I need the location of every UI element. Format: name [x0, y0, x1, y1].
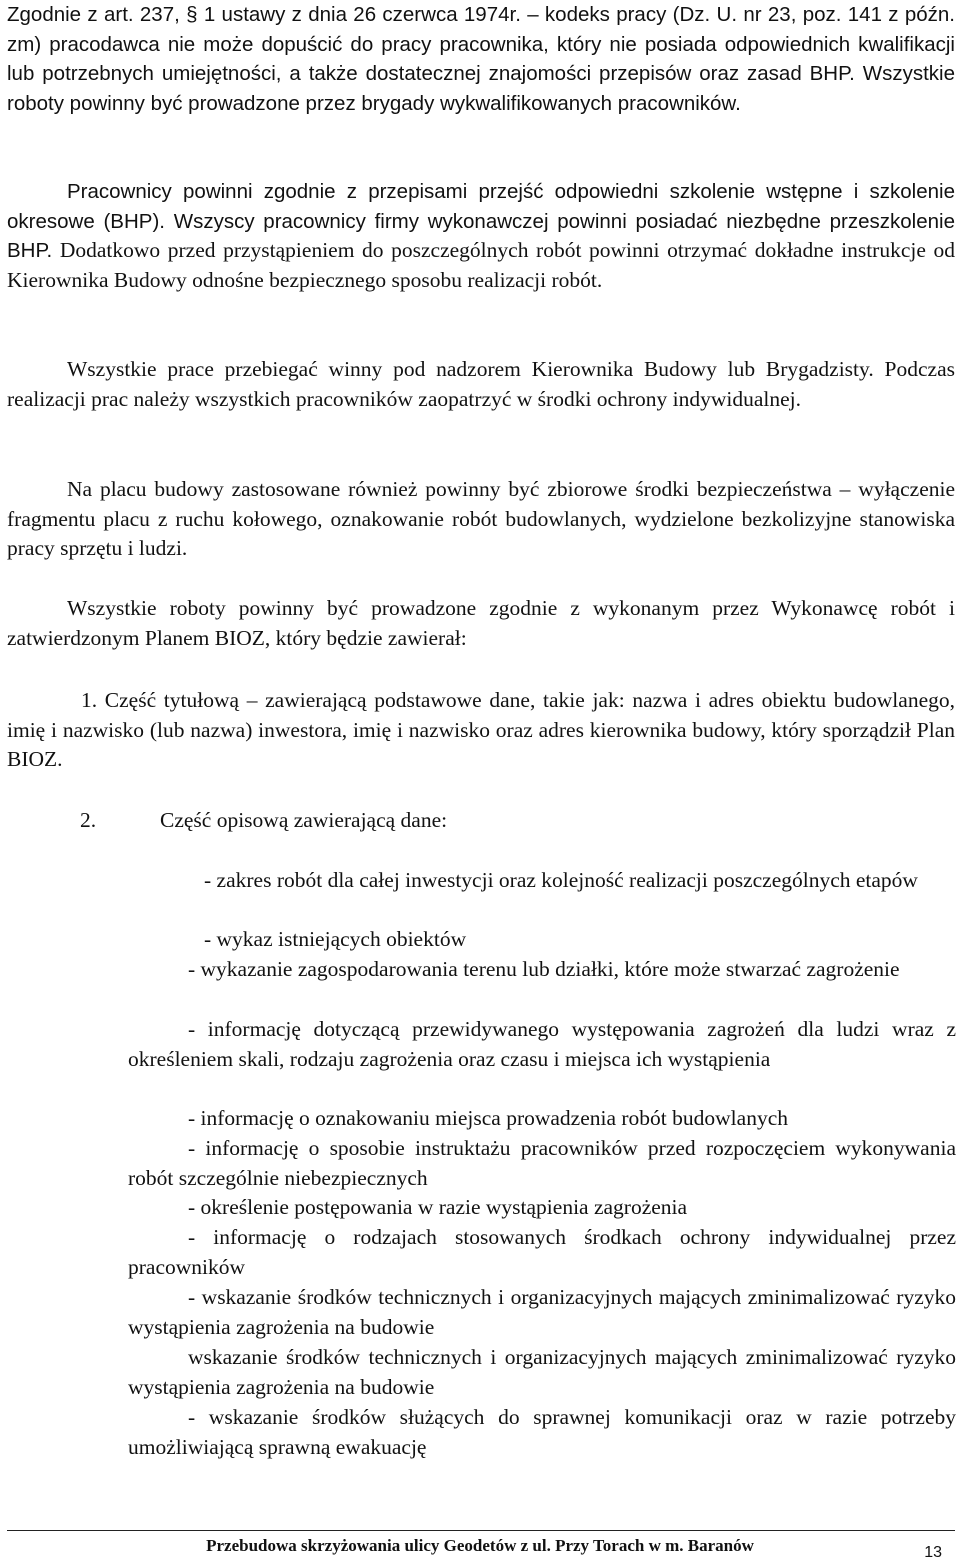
bullet-item: - zakres robót dla całej inwestycji oraz kolejność realizacji poszczególnych etapów — [204, 868, 918, 892]
paragraph-intro: Zgodnie z art. 237, § 1 ustawy z dnia 26 czerwca 1974r. – kodeks pracy (Dz. U. nr 23, poz. 141 z późn. zm) pracodawca nie może dopuścić do pracy pracownika, który nie posiada odpowiednich kwalifikacji lub potrzebnych umiejętności, a także dostatecznej znajomości przepisów oraz zasad BHP. Wszystkie roboty powinny być prowadzone przez brygady wykwalifikowanych pracowników. — [7, 3, 955, 115]
page-number: 13 — [924, 1544, 942, 1561]
list-item-1: 1. Część tytułową – zawierającą podstawowe dane, takie jak: nazwa i adres obiektu budowlanego, imię i nazwisko (lub nazwa) inwestora, imię i nazwisko oraz adres kierownika budowy, który sporządził Plan BIOZ. — [7, 688, 955, 771]
bullet-item: - wykaz istniejących obiektów — [204, 927, 467, 951]
list-item-2-number: 2. — [80, 808, 97, 832]
footer-divider — [7, 1530, 955, 1531]
bullet-item: - wskazanie środków służących do sprawnej komunikacji oraz w razie potrzeby umożliwiającą sprawną ewakuację — [128, 1405, 956, 1459]
bullet-item: - informację o rodzajach stosowanych środkach ochrony indywidualnej przez pracowników — [128, 1225, 956, 1279]
bullet-item: - informację dotyczącą przewidywanego występowania zagrożeń dla ludzi wraz z określeniem skali, rodzaju zagrożenia oraz czasu i miejsca ich wystąpienia — [128, 1017, 956, 1071]
bullet-item: - wskazanie środków technicznych i organizacyjnych mających zminimalizować ryzyko wystąpienia zagrożenia na budowie — [128, 1285, 956, 1339]
bullet-item: - określenie postępowania w razie wystąpienia zagrożenia — [188, 1195, 688, 1219]
bullet-item: - wykazanie zagospodarowania terenu lub działki, które może stwarzać zagrożenie — [188, 957, 900, 981]
bullet-item: wskazanie środków technicznych i organizacyjnych mających zminimalizować ryzyko wystąpienia zagrożenia na budowie — [128, 1345, 956, 1399]
paragraph-bioz-plan: Wszystkie roboty powinny być prowadzone zgodnie z wykonanym przez Wykonawcę robót i zatwierdzonym Planem BIOZ, który będzie zawierał: — [7, 596, 955, 650]
bullet-item: - informację o sposobie instruktażu pracowników przed rozpoczęciem wykonywania robót szczególnie niebezpiecznych — [128, 1136, 956, 1190]
paragraph-supervision: Wszystkie prace przebiegać winny pod nadzorem Kierownika Budowy lub Brygadzisty. Podczas realizacji prac należy wszystkich pracowników zaopatrzyć w środki ochrony indywidualnej. — [7, 357, 955, 411]
bullet-item: - informację o oznakowaniu miejsca prowadzenia robót budowlanych — [188, 1106, 788, 1130]
paragraph-collective-safety: Na placu budowy zastosowane również powinny być zbiorowe środki bezpieczeństwa – wyłączenie fragmentu placu z ruchu kołowego, oznakowanie robót budowlanych, wydzielone bezkolizyjne stanowiska pracy sprzętu i ludzi. — [7, 477, 955, 560]
list-item-2-text: Część opisową zawierającą dane: — [160, 808, 448, 832]
paragraph-training-part-a: Pracownicy powinni zgodnie z przepisami przejść odpowiedni szkolenie wstępne i szkolenie okresowe (BHP). Wszyscy pracownicy firmy wykonawczej powinni posiadać niezbędne przeszkolenie BHP. — [7, 180, 955, 262]
paragraph-training-part-b: Dodatkowo przed przystąpieniem do poszczególnych robót powinni otrzymać dokładne instrukcje od Kierownika Budowy odnośne bezpiecznego sposobu realizacji robót. — [7, 238, 955, 292]
footer-title: Przebudowa skrzyżowania ulicy Geodetów z ul. Przy Torach w m. Baranów — [206, 1536, 754, 1555]
paragraph-training — [7, 177, 955, 295]
